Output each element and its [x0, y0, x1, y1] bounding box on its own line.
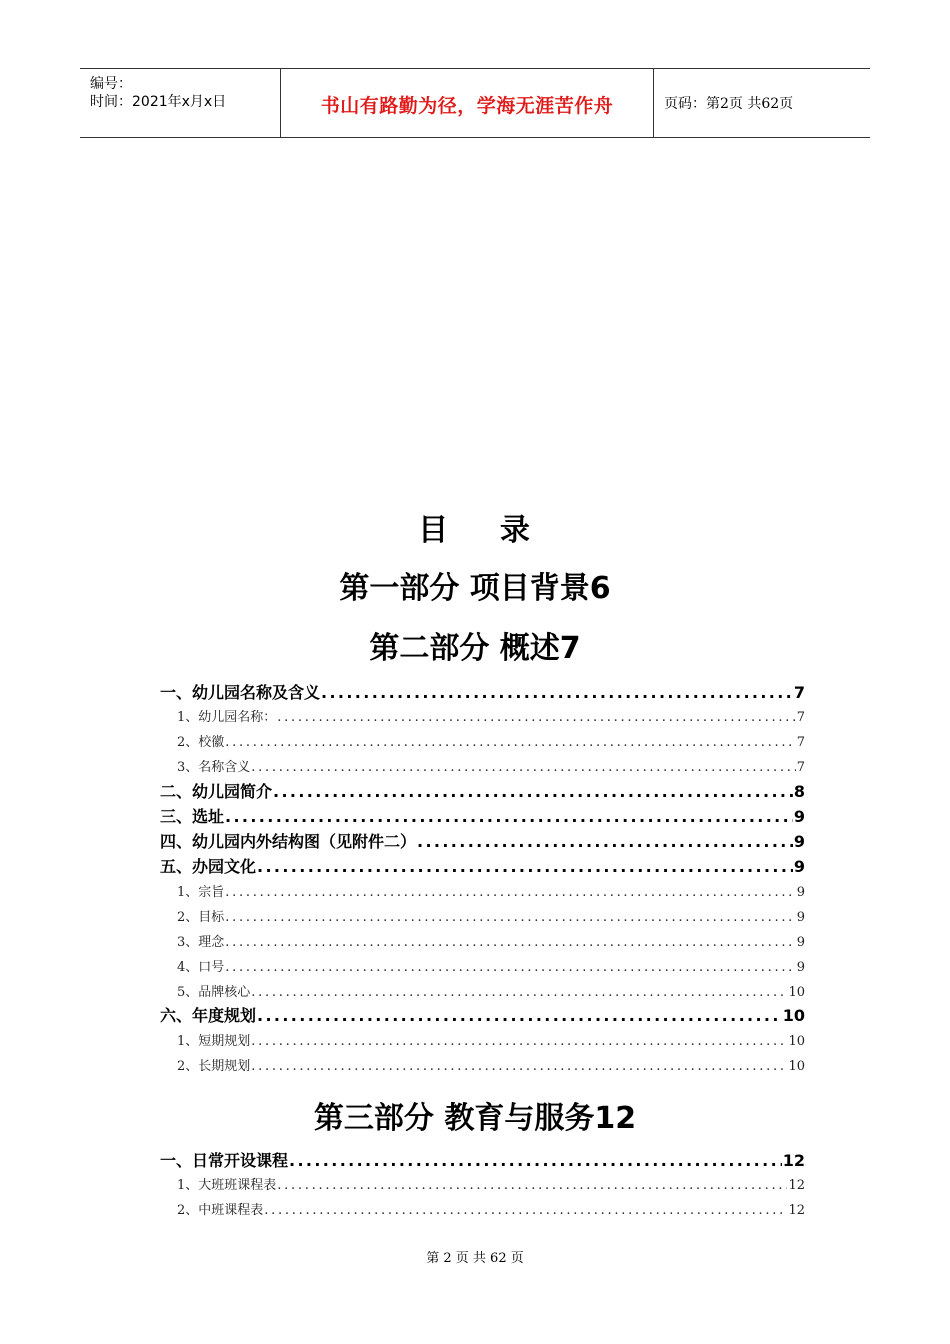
toc-entry-text: 3、名称含义: [177, 760, 251, 775]
toc-subentry[interactable]: [160, 1030, 805, 1049]
toc-entry-text: 5、品牌核心: [177, 985, 251, 1000]
toc-entry[interactable]: [160, 829, 805, 852]
toc-subentry[interactable]: [160, 906, 805, 925]
header-page-cell: [654, 69, 870, 137]
toc-entry-text: 1、幼儿园名称：: [177, 710, 277, 725]
toc-subentry[interactable]: [160, 731, 805, 750]
toc-subentry[interactable]: [160, 756, 805, 775]
toc-entry-text: 三、选址: [160, 807, 225, 826]
toc-entry-text: 一、日常开设课程: [160, 1151, 289, 1170]
part-heading[interactable]: 第三部分 教育与服务12: [313, 1101, 637, 1136]
toc-entry-text: 2、校徽: [177, 735, 225, 750]
toc-entry-page: 9: [793, 832, 805, 851]
motto: 书山有路勤为径，学海无涯苦作舟: [320, 95, 614, 117]
toc-entry-page: 12: [782, 1151, 805, 1170]
toc-entry-text: 1、短期规划: [177, 1034, 251, 1049]
toc-subentry[interactable]: [160, 1199, 805, 1218]
toc-subentry[interactable]: [160, 1055, 805, 1074]
toc-entry-page: 10: [788, 985, 805, 1000]
toc-entry-text: 二、幼儿园简介: [160, 782, 273, 801]
toc-entry-page: 12: [788, 1178, 805, 1193]
toc-title: 目 录: [418, 513, 532, 548]
toc-entry-page: 10: [788, 1059, 805, 1074]
toc-entry[interactable]: [160, 779, 805, 802]
toc-entry-text: 1、宗旨: [177, 885, 225, 900]
toc-entry-text: 2、中班课程表: [177, 1203, 264, 1218]
code-label: 编号：: [90, 76, 132, 92]
toc-entry[interactable]: [160, 854, 805, 877]
toc-entry-text: 2、长期规划: [177, 1059, 251, 1074]
toc-entry-page: 12: [788, 1203, 805, 1218]
toc-entry-text: 2、目标: [177, 910, 225, 925]
toc-entry-page: 9: [793, 857, 805, 876]
toc-entry-page: 9: [793, 807, 805, 826]
toc-subentry[interactable]: [160, 881, 805, 900]
toc-entry-page: 9: [796, 935, 805, 950]
toc-entry-page: 7: [796, 735, 805, 750]
header-info-cell: [80, 69, 281, 137]
toc-entry-text: 4、口号: [177, 960, 225, 975]
toc-entry[interactable]: [160, 1148, 805, 1171]
toc-subentry[interactable]: [160, 706, 805, 725]
toc-entry-text: 四、幼儿园内外结构图（见附件二）: [160, 832, 417, 851]
toc-entry-page: 7: [796, 710, 805, 725]
toc-entry-text: 五、办园文化: [160, 857, 257, 876]
toc-entry-page: 9: [796, 885, 805, 900]
page-header: [80, 68, 870, 138]
toc-entry[interactable]: [160, 804, 805, 827]
toc-entry[interactable]: [160, 1003, 805, 1026]
part-heading[interactable]: 第一部分 项目背景6: [339, 571, 611, 606]
toc-entry-page: 10: [782, 1006, 805, 1025]
part-heading[interactable]: 第二部分 概述7: [369, 631, 581, 666]
page-info: 页码：第2页 共62页: [664, 96, 794, 112]
toc-subentry[interactable]: [160, 956, 805, 975]
toc-entry-page: 7: [796, 760, 805, 775]
header-motto-cell: [281, 69, 654, 137]
toc-entry-page: 7: [793, 683, 805, 702]
toc-entry-text: 1、大班班课程表: [177, 1178, 277, 1193]
toc-entry-page: 9: [796, 960, 805, 975]
toc-entry-page: 8: [793, 782, 805, 801]
toc-subentry[interactable]: [160, 981, 805, 1000]
toc-entry-text: 六、年度规划: [160, 1006, 257, 1025]
page-footer: 第 2 页 共 62 页: [426, 1251, 524, 1266]
toc-entry-text: 3、理念: [177, 935, 225, 950]
time-label: 时间：2021年x月x日: [90, 94, 227, 110]
toc-entry[interactable]: [160, 680, 805, 703]
toc-entry-page: 10: [788, 1034, 805, 1049]
toc-entry-page: 9: [796, 910, 805, 925]
toc-entry-text: 一、幼儿园名称及含义: [160, 683, 321, 702]
toc-subentry[interactable]: [160, 931, 805, 950]
toc-subentry[interactable]: [160, 1174, 805, 1193]
